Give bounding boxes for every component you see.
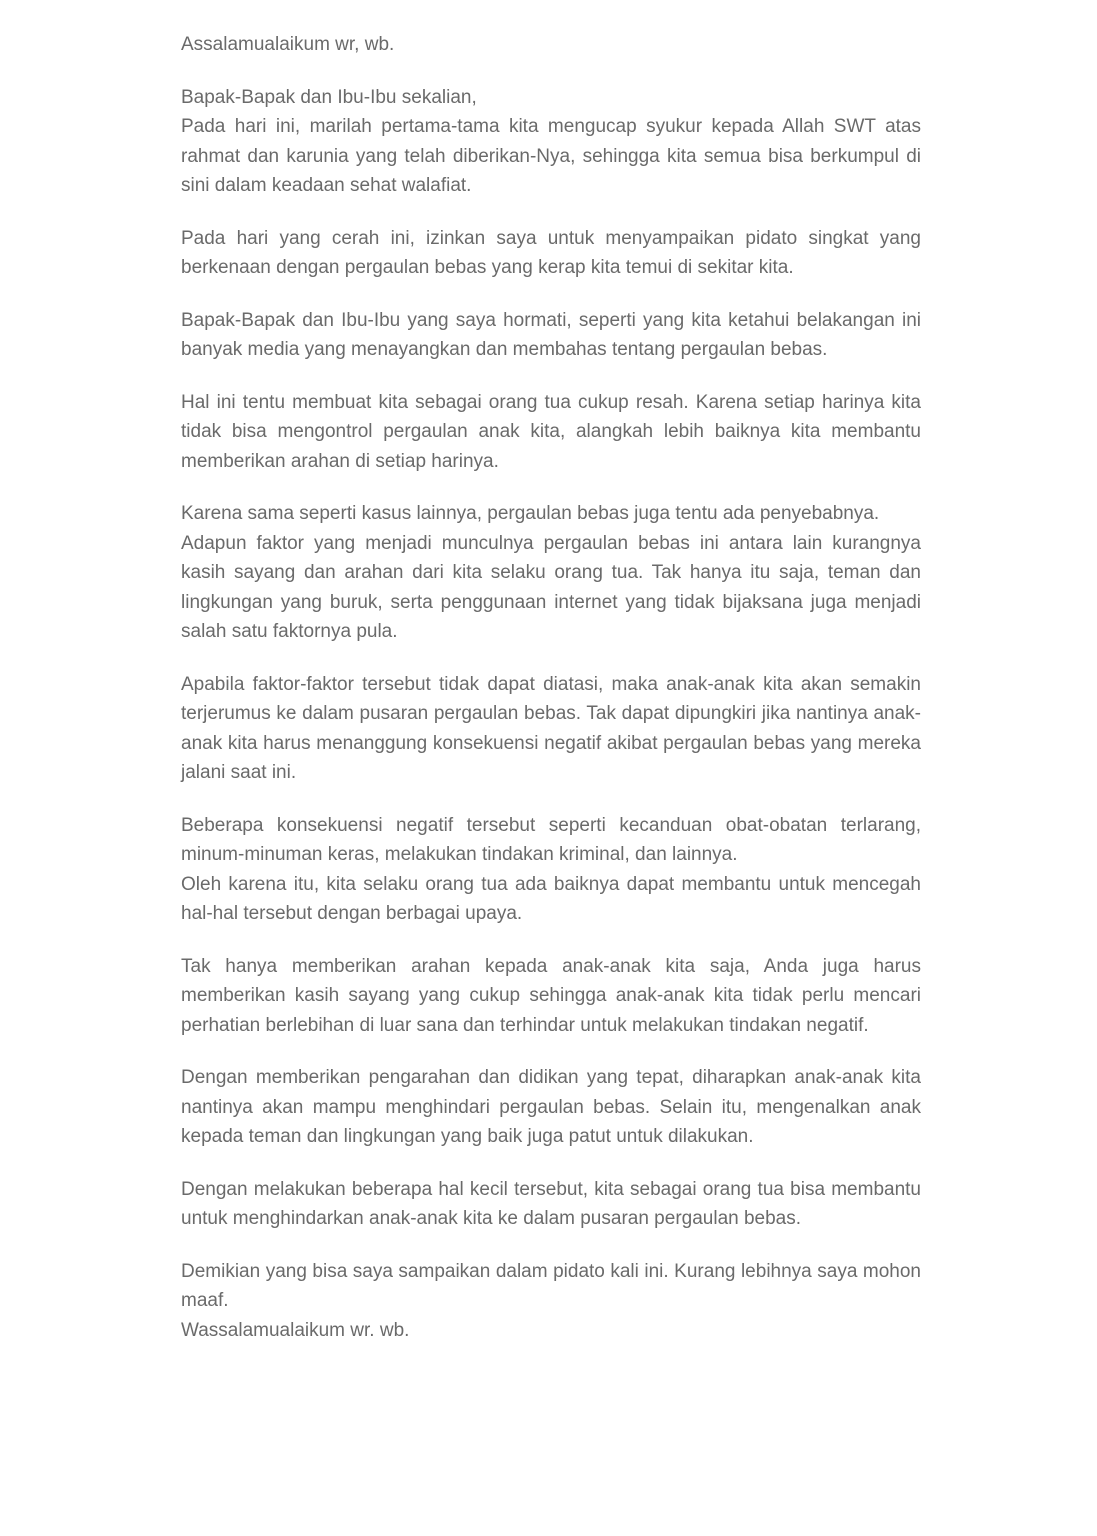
paragraph-causes [181,499,921,647]
paragraph-closing [181,1257,921,1346]
paragraph-affection [181,952,921,1041]
paragraph-intro [181,224,921,283]
paragraph-line: Bapak-Bapak dan Ibu-Ibu yang saya hormati, seperti yang kita ketahui belakangan ini banyak media yang menayangkan dan membahas tentang pergaulan bebas. [181,309,921,360]
paragraph-concern [181,388,921,477]
paragraph-line: Bapak-Bapak dan Ibu-Ibu sekalian, [181,86,477,108]
paragraph-line: Dengan melakukan beberapa hal kecil tersebut, kita sebagai orang tua bisa membantu untuk menghindarkan anak-anak kita ke dalam pusaran pergaulan bebas. [181,1178,921,1229]
paragraph-line: Dengan memberikan pengarahan dan didikan yang tepat, diharapkan anak-anak kita nantinya akan mampu menghindari pergaulan bebas. Selain itu, mengenalkan anak kepada teman dan lingkungan yang baik juga patut untuk dilakukan. [181,1067,921,1147]
paragraph-line: Beberapa konsekuensi negatif tersebut seperti kecanduan obat-obatan terlarang, minum-minuman keras, melakukan tindakan kriminal, dan lainnya. [181,814,921,865]
paragraph-opening [181,83,921,201]
paragraph-line: Oleh karena itu, kita selaku orang tua ada baiknya dapat membantu untuk mencegah hal-hal tersebut dengan berbagai upaya. [181,873,921,924]
paragraph-consequences-list [181,811,921,929]
paragraph-line: Assalamualaikum wr, wb. [181,34,395,55]
paragraph-line: Apabila faktor-faktor tersebut tidak dapat diatasi, maka anak-anak kita akan semakin terjerumus ke dalam pusaran pergaulan bebas. Tak dapat dipungkiri jika nantinya anak-anak kita harus menanggung konsekuensi negatif akibat pergaulan bebas yang mereka jalani saat ini. [181,673,921,783]
paragraph-greeting [181,30,921,60]
paragraph-line: Demikian yang bisa saya sampaikan dalam pidato kali ini. Kurang lebihnya saya mohon maaf. [181,1260,921,1311]
paragraph-guidance [181,1063,921,1152]
paragraph-line: Adapun faktor yang menjadi munculnya pergaulan bebas ini antara lain kurangnya kasih sayang dan arahan dari kita selaku orang tua. Tak hanya itu saja, teman dan lingkungan yang buruk, serta penggunaan internet yang tidak bijaksana juga menjadi salah satu faktornya pula. [181,532,921,642]
paragraph-media [181,306,921,365]
paragraph-line: Wassalamualaikum wr. wb. [181,1319,410,1341]
paragraph-line: Karena sama seperti kasus lainnya, pergaulan bebas juga tentu ada penyebabnya. [181,503,880,524]
paragraph-conclusion [181,1175,921,1234]
paragraph-line: Hal ini tentu membuat kita sebagai orang tua cukup resah. Karena setiap harinya kita tidak bisa mengontrol pergaulan anak kita, alangkah lebih baiknya kita membantu memberikan arahan di setiap harinya. [181,391,921,472]
paragraph-consequences-warning [181,670,921,788]
paragraph-line: Pada hari ini, marilah pertama-tama kita mengucap syukur kepada Allah SWT atas rahmat dan karunia yang telah diberikan-Nya, sehingga kita semua bisa berkumpul di sini dalam keadaan sehat walafiat. [181,116,921,196]
paragraph-line: Pada hari yang cerah ini, izinkan saya untuk menyampaikan pidato singkat yang berkenaan dengan pergaulan bebas yang kerap kita temui di sekitar kita. [181,227,921,278]
paragraph-line: Tak hanya memberikan arahan kepada anak-anak kita saja, Anda juga harus memberikan kasih sayang yang cukup sehingga anak-anak kita tidak perlu mencari perhatian berlebihan di luar sana dan terhindar untuk melakukan tindakan negatif. [181,955,921,1036]
